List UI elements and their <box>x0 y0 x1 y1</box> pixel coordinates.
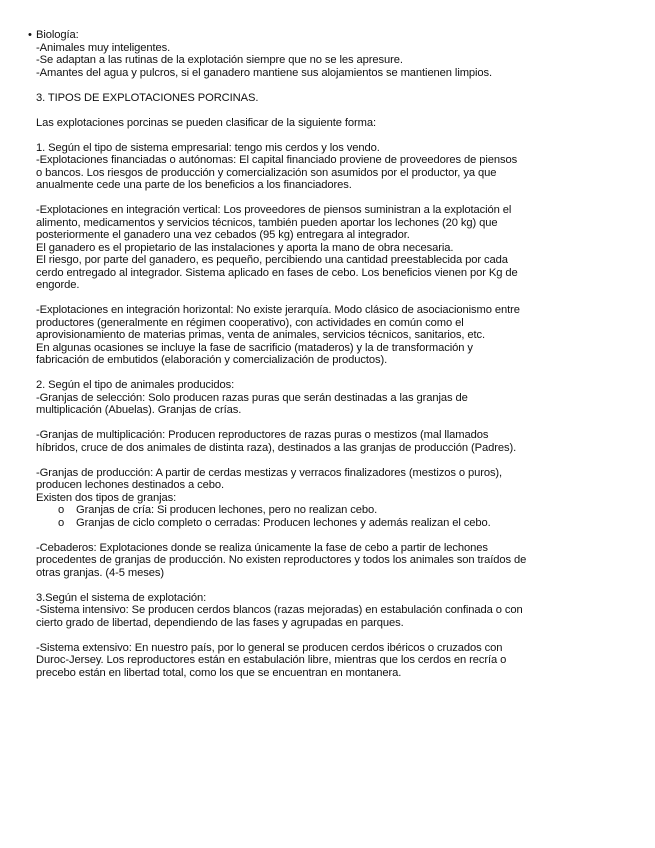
list-item: o Granjas de cría: Si producen lechones, pero no realizan cebo. <box>58 504 378 516</box>
section-intro: Las explotaciones porcinas se pueden clasificar de la siguiente forma: <box>36 116 377 129</box>
paragraph-line: producen lechones destinados a cebo. <box>36 479 224 491</box>
paragraph-line: otras granjas. (4-5 meses) <box>36 566 164 579</box>
paragraph-line: engorde. <box>36 279 80 291</box>
list-marker-icon: o <box>58 516 65 529</box>
paragraph-line: Existen dos tipos de granjas: <box>36 491 177 504</box>
biologia-item: -Amantes del agua y pulcros, si el ganadero mantiene sus alojamientos se mantienen limpios. <box>36 66 493 79</box>
paragraph-line: -Sistema intensivo: Se producen cerdos blancos (razas mejoradas) en estabulación confinada o con <box>36 604 523 616</box>
paragraph-line: -Granjas de selección: Solo producen razas puras que serán destinadas a las granjas de <box>36 391 468 404</box>
paragraph-line: -Explotaciones financiadas o autónomas: El capital financiado proviene de proveedores de piensos <box>36 154 518 166</box>
paragraph-line: o bancos. Los riesgos de producción y comercialización son asumidos por el productor, ya que <box>36 166 497 179</box>
paragraph-line: posteriormente el ganadero una vez cebados (95 kg) entregara al integrador. <box>36 229 410 241</box>
subsection-heading: 3.Según el sistema de explotación: <box>36 591 207 604</box>
paragraph-line: -Explotaciones en integración vertical: Los proveedores de piensos suministran a la explotación el <box>36 204 512 216</box>
paragraph-line: cierto grado de libertad, dependiendo de las fases y agrupadas en parques. <box>36 616 404 629</box>
paragraph-line: -Granjas de multiplicación: Producen reproductores de razas puras o mestizos (mal llamados <box>36 429 489 441</box>
document-page <box>28 29 618 679</box>
paragraph-line: alimento, medicamentos y servicios técnicos, también pueden aportar los lechones (20 kg) que <box>36 216 498 229</box>
biologia-title: • Biología: <box>28 29 79 41</box>
list-item: o Granjas de ciclo completo o cerradas: Producen lechones y además realizan el cebo. <box>58 516 491 529</box>
paragraph-line: fabricación de embutidos (elaboración y comercialización de productos). <box>36 354 388 366</box>
paragraph-line: multiplicación (Abuelas). Granjas de crías. <box>36 404 242 416</box>
biologia-item: -Animales muy inteligentes. <box>36 41 171 54</box>
paragraph-line: aprovisionamiento de materias primas, venta de animales, servicios técnicos, sanitarios, etc. <box>36 329 485 341</box>
paragraph-line: Duroc-Jersey. Los reproductores están en estabulación libre, mientras que los cerdos en recría o <box>36 654 507 666</box>
biologia-block <box>28 29 618 79</box>
subsection-heading: 2. Según el tipo de animales producidos: <box>36 379 235 391</box>
list-marker-icon: o <box>58 504 65 516</box>
paragraph-line: productores (generalmente en régimen cooperativo), con actividades en común como el <box>36 316 464 329</box>
paragraph-line: -Explotaciones en integración horizontal: No existe jerarquía. Modo clásico de asociacionismo entre <box>36 304 520 316</box>
paragraph-line: procedentes de granjas de producción. No existen reproductores y todos los animales son traídos de <box>36 554 527 566</box>
paragraph-line: precebo están en libertad total, como los que se encuentran en montanera. <box>36 666 402 679</box>
section-heading: 3. TIPOS DE EXPLOTACIONES PORCINAS. <box>36 91 259 104</box>
paragraph-line: híbridos, cruce de dos animales de distinta raza), destinados a las granjas de producción (Padres). <box>36 441 517 454</box>
paragraph-line: anualmente cede una parte de los beneficios a los financiadores. <box>36 179 352 191</box>
paragraph-line: El riesgo, por parte del ganadero, es pequeño, percibiendo una cantidad preestablecida por cada <box>36 254 508 266</box>
biologia-item: -Se adaptan a las rutinas de la explotación siempre que no se les apresure. <box>36 54 403 66</box>
paragraph-line: -Granjas de producción: A partir de cerdas mestizas y verracos finalizadores (mestizos o puros), <box>36 466 503 479</box>
paragraph-line: -Cebaderos: Explotaciones donde se realiza únicamente la fase de cebo a partir de lechones <box>36 541 488 554</box>
granja-types-list <box>36 504 618 529</box>
bullet-icon: • <box>28 29 32 41</box>
paragraph-line: cerdo entregado al integrador. Sistema aplicado en fases de cebo. Los beneficios vienen por Kg de <box>36 266 518 279</box>
subsection-heading: 1. Según el tipo de sistema empresarial: tengo mis cerdos y los vendo. <box>36 141 380 154</box>
paragraph-line: -Sistema extensivo: En nuestro país, por lo general se producen cerdos ibéricos o cruzados con <box>36 641 503 654</box>
paragraph-line: El ganadero es el propietario de las instalaciones y aporta la mano de obra necesaria. <box>36 241 454 254</box>
paragraph-line: En algunas ocasiones se incluye la fase de sacrificio (mataderos) y la de transformación y <box>36 341 473 354</box>
